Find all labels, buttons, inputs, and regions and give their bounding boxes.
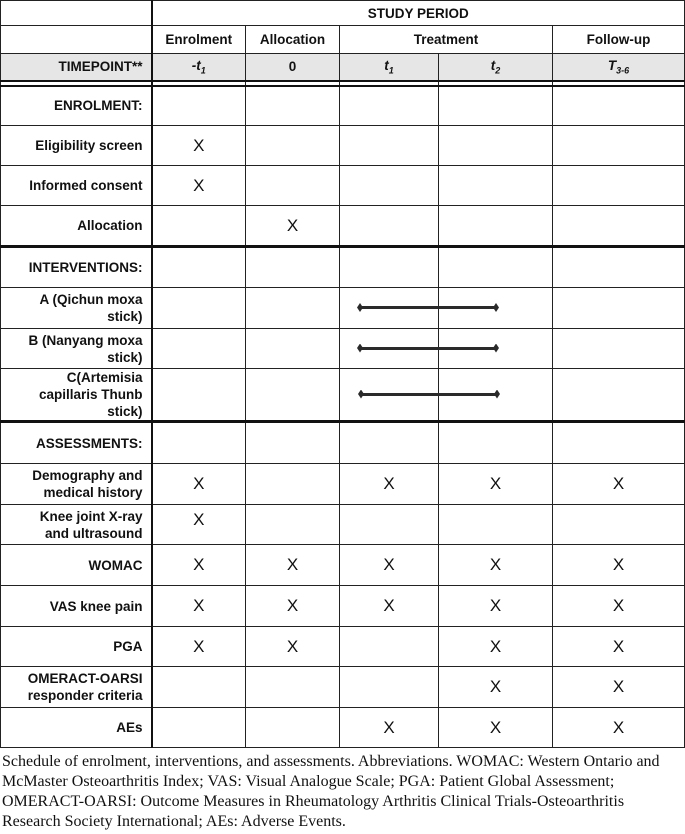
section-row-enrolment: [1, 86, 685, 126]
mark-cell: X: [246, 586, 340, 627]
mark-cell: X: [553, 667, 685, 708]
table-row: [1, 369, 685, 422]
section-row-assessments: [1, 422, 685, 464]
mark-cell: [340, 627, 439, 667]
timepoint-sub: 2: [495, 65, 501, 76]
mark-cell: X: [340, 464, 439, 505]
mark-cell: X: [439, 627, 553, 667]
section-title: ASSESSMENTS:: [1, 422, 152, 464]
mark-cell: [439, 505, 553, 545]
treatment-span-cell: [340, 288, 439, 329]
timepoint-main: t: [384, 57, 389, 73]
mark-cell: X: [553, 545, 685, 586]
mark-cell: X: [340, 586, 439, 627]
row-label: B (Nanyang moxa stick): [1, 329, 152, 369]
section-title: INTERVENTIONS:: [1, 247, 152, 288]
row-label: AEs: [1, 708, 152, 748]
mark-cell: X: [439, 586, 553, 627]
mark-cell: X: [439, 708, 553, 748]
table-row: [1, 586, 685, 627]
timepoint-sub: 3-6: [616, 65, 630, 76]
timepoint-enrolment: [152, 54, 246, 81]
mark-cell: X: [439, 464, 553, 505]
table-row: [1, 708, 685, 748]
mark-cell: [439, 126, 553, 166]
mark-cell: X: [152, 505, 246, 545]
period-allocation: Allocation: [246, 26, 340, 54]
row-label: Allocation: [1, 206, 152, 247]
section-title: ENROLMENT:: [1, 86, 152, 126]
mark-cell: [246, 708, 340, 748]
mark-cell: X: [152, 627, 246, 667]
mark-cell: X: [340, 545, 439, 586]
mark-cell: X: [553, 586, 685, 627]
mark-cell: X: [152, 545, 246, 586]
mark-cell: [246, 667, 340, 708]
period-names-row: [1, 26, 685, 54]
empty-corner-cell: [1, 26, 152, 54]
mark-cell: [152, 708, 246, 748]
row-label: C(Artemisia capillaris Thunb stick): [1, 369, 152, 422]
mark-cell: [152, 206, 246, 247]
study-period-header-row: [1, 1, 685, 26]
study-period-title: STUDY PERIOD: [152, 1, 685, 26]
mark-cell: X: [246, 627, 340, 667]
mark-cell: [439, 166, 553, 206]
mark-cell: X: [152, 126, 246, 166]
row-label: Eligibility screen: [1, 126, 152, 166]
mark-cell: [553, 206, 685, 247]
mark-cell: [340, 505, 439, 545]
row-label: OMERACT-OARSI responder criteria: [1, 667, 152, 708]
period-enrolment: Enrolment: [152, 26, 246, 54]
table-row: [1, 667, 685, 708]
mark-cell: [340, 166, 439, 206]
timepoint-main: t: [490, 57, 496, 73]
period-treatment: Treatment: [340, 26, 553, 54]
mark-cell: [340, 126, 439, 166]
mark-cell: X: [439, 667, 553, 708]
mark-cell: [553, 166, 685, 206]
table-row: [1, 505, 685, 545]
row-label: WOMAC: [1, 545, 152, 586]
table-row: [1, 627, 685, 667]
timepoint-t1: [340, 54, 439, 81]
mark-cell: X: [553, 464, 685, 505]
mark-cell: X: [553, 627, 685, 667]
timepoint-main: 0: [288, 59, 297, 75]
table-row: [1, 464, 685, 505]
table-row: [1, 166, 685, 206]
treatment-span-cell: [340, 329, 439, 369]
table-row: [1, 206, 685, 247]
row-label: PGA: [1, 627, 152, 667]
mark-cell: [246, 166, 340, 206]
timepoint-t2: [439, 54, 553, 81]
mark-cell: [340, 206, 439, 247]
row-label: VAS knee pain: [1, 586, 152, 627]
treatment-span-cell: [340, 369, 439, 422]
mark-cell: X: [152, 464, 246, 505]
table-row: [1, 545, 685, 586]
mark-cell: X: [246, 206, 340, 247]
row-label: Knee joint X-ray and ultrasound: [1, 505, 152, 545]
timepoint-follow-up: [553, 54, 685, 81]
mark-cell: X: [152, 166, 246, 206]
timepoint-row: [1, 54, 685, 81]
table-caption: Schedule of enrolment, interventions, and assessments. Abbreviations. WOMAC: Western Ontario and McMaster Osteoarthritis Index; VAS: Visual Analogue Scale; PGA: Patient Global Assessment; OMERACT-OARSI: Outcome Measures in Rheumatology Arthritis Clinical Trials-Osteoarthritis Research Society International; AEs: Adverse Events.: [2, 753, 660, 830]
timepoint-label: TIMEPOINT**: [1, 54, 152, 81]
mark-cell: [152, 667, 246, 708]
timepoint-sub: 1: [388, 65, 394, 76]
mark-cell: X: [340, 708, 439, 748]
section-row-interventions: [1, 247, 685, 288]
timepoint-sub: 1: [200, 65, 206, 76]
mark-cell: [553, 126, 685, 166]
mark-cell: [246, 126, 340, 166]
mark-cell: X: [439, 545, 553, 586]
table-row: [1, 126, 685, 166]
timepoint-main: -t: [191, 57, 201, 73]
table-row: [1, 329, 685, 369]
empty-corner-cell: [1, 1, 152, 26]
mark-cell: X: [553, 708, 685, 748]
mark-cell: [553, 505, 685, 545]
mark-cell: [246, 464, 340, 505]
timepoint-allocation: [246, 54, 340, 81]
row-label: A (Qichun moxa stick): [1, 288, 152, 329]
mark-cell: [340, 667, 439, 708]
mark-cell: [246, 505, 340, 545]
period-follow-up: Follow-up: [553, 26, 685, 54]
row-label: Informed consent: [1, 166, 152, 206]
timepoint-main: T: [607, 57, 617, 73]
table-row: [1, 288, 685, 329]
row-label: Demography and medical history: [1, 464, 152, 505]
mark-cell: X: [246, 545, 340, 586]
mark-cell: [439, 206, 553, 247]
mark-cell: X: [152, 586, 246, 627]
